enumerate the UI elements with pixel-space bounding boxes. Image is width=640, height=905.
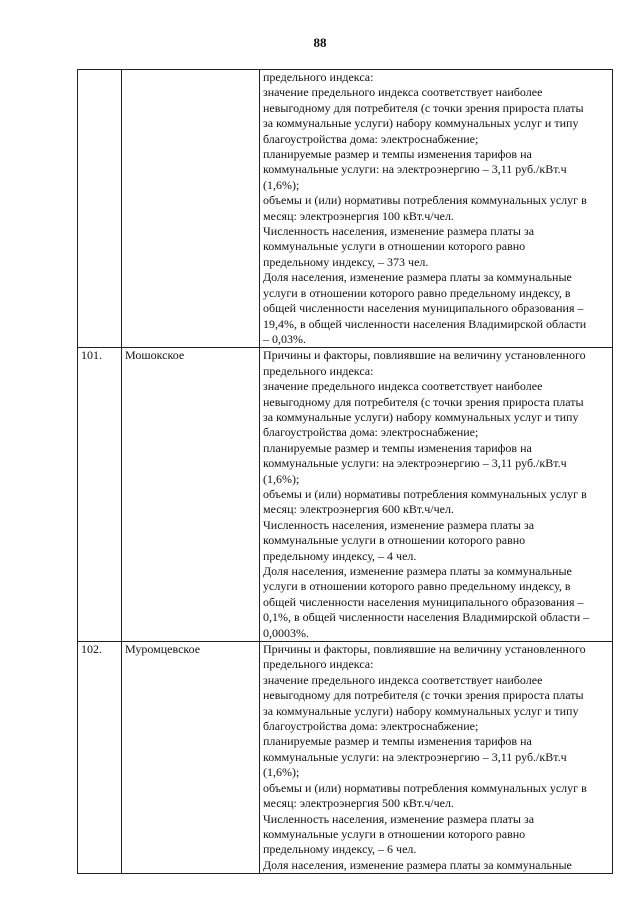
description-line: благоустройства дома: электроснабжение; — [263, 131, 479, 146]
description-line: месяц: электроэнергия 500 кВт.ч/чел. — [263, 796, 454, 811]
table-row — [78, 348, 613, 642]
description-line: общей численности населения муниципального образования – — [263, 301, 584, 316]
row-number — [78, 70, 122, 348]
row-number: 102. — [78, 642, 122, 874]
description-line: Доля населения, изменение размера платы за коммунальные — [263, 857, 572, 872]
description-line: предельного индекса: — [263, 70, 374, 84]
index-description — [260, 642, 613, 874]
description-line: невыгодному для потребителя (с точки зрения прироста платы — [263, 394, 584, 409]
page-number: 88 — [313, 35, 327, 50]
description-line: месяц: электроэнергия 600 кВт.ч/чел. — [263, 502, 454, 517]
description-line: за коммунальные услуги) набору коммунальных услуг и типу — [263, 409, 579, 424]
municipality-name — [122, 70, 260, 348]
description-line: Причины и факторы, повлиявшие на величину установленного — [263, 348, 586, 363]
description-line: (1,6%); — [263, 471, 300, 486]
description-line: благоустройства дома: электроснабжение; — [263, 425, 479, 440]
description-line: коммунальные услуги: на электроэнергию – 3,11 руб./кВт.ч — [263, 749, 567, 764]
municipality-name: Муромцевское — [122, 642, 260, 874]
description-line: коммунальные услуги в отношении которого равно — [263, 533, 526, 548]
description-line: планируемые размер и темпы изменения тарифов на — [263, 147, 532, 162]
description-line: за коммунальные услуги) набору коммунальных услуг и типу — [263, 703, 579, 718]
description-line: 0,1%, в общей численности населения Владимирской области – — [263, 610, 590, 625]
description-line: Численность населения, изменение размера платы за — [263, 517, 535, 532]
description-line: – 0,03%. — [263, 331, 306, 346]
description-line: объемы и (или) нормативы потребления коммунальных услуг в — [263, 193, 587, 208]
description-line: предельному индексу, – 4 чел. — [263, 548, 417, 563]
table-row — [78, 70, 613, 348]
description-line: 19,4%, в общей численности населения Владимирской области — [263, 316, 587, 331]
description-line: услуги в отношении которого равно предельному индексу, в — [263, 579, 571, 594]
description-line: Численность населения, изменение размера платы за — [263, 811, 535, 826]
municipality-name: Мошокское — [122, 348, 260, 642]
index-description — [260, 70, 613, 348]
description-line: общей численности населения муниципального образования – — [263, 594, 584, 609]
description-line: планируемые размер и темпы изменения тарифов на — [263, 734, 532, 749]
description-line: предельному индексу, – 6 чел. — [263, 842, 417, 857]
description-line: Численность населения, изменение размера платы за — [263, 224, 535, 239]
description-line: коммунальные услуги: на электроэнергию – 3,11 руб./кВт.ч — [263, 162, 567, 177]
description-line: невыгодному для потребителя (с точки зрения прироста платы — [263, 100, 584, 115]
description-line: услуги в отношении которого равно предельному индексу, в — [263, 285, 571, 300]
description-line: значение предельного индекса соответствует наиболее — [263, 379, 543, 394]
description-line: предельного индекса: — [263, 657, 374, 672]
description-line: объемы и (или) нормативы потребления коммунальных услуг в — [263, 486, 587, 501]
row-number: 101. — [78, 348, 122, 642]
index-description — [260, 348, 613, 642]
description-line: Доля населения, изменение размера платы за коммунальные — [263, 270, 572, 285]
description-line: коммунальные услуги в отношении которого равно — [263, 826, 526, 841]
description-line: предельного индекса: — [263, 363, 374, 378]
description-line: коммунальные услуги: на электроэнергию – 3,11 руб./кВт.ч — [263, 456, 567, 471]
table-body — [78, 70, 613, 874]
description-line: объемы и (или) нормативы потребления коммунальных услуг в — [263, 780, 587, 795]
description-line: планируемые размер и темпы изменения тарифов на — [263, 440, 532, 455]
description-line: (1,6%); — [263, 177, 300, 192]
description-line: за коммунальные услуги) набору коммунальных услуг и типу — [263, 116, 579, 131]
description-line: Доля населения, изменение размера платы за коммунальные — [263, 564, 572, 578]
description-line: предельному индексу, – 373 чел. — [263, 254, 429, 269]
description-line: Причины и факторы, повлиявшие на величину установленного — [263, 642, 586, 657]
description-line: (1,6%); — [263, 765, 300, 780]
description-line: месяц: электроэнергия 100 кВт.ч/чел. — [263, 208, 454, 223]
table-row — [78, 642, 613, 874]
description-line: 0,0003%. — [263, 625, 309, 640]
description-line: благоустройства дома: электроснабжение; — [263, 719, 479, 734]
description-line: невыгодному для потребителя (с точки зрения прироста платы — [263, 688, 584, 703]
description-line: коммунальные услуги в отношении которого равно — [263, 239, 526, 254]
municipal-index-table — [77, 69, 613, 874]
description-line: значение предельного индекса соответствует наиболее — [263, 85, 543, 100]
description-line: значение предельного индекса соответствует наиболее — [263, 672, 543, 687]
